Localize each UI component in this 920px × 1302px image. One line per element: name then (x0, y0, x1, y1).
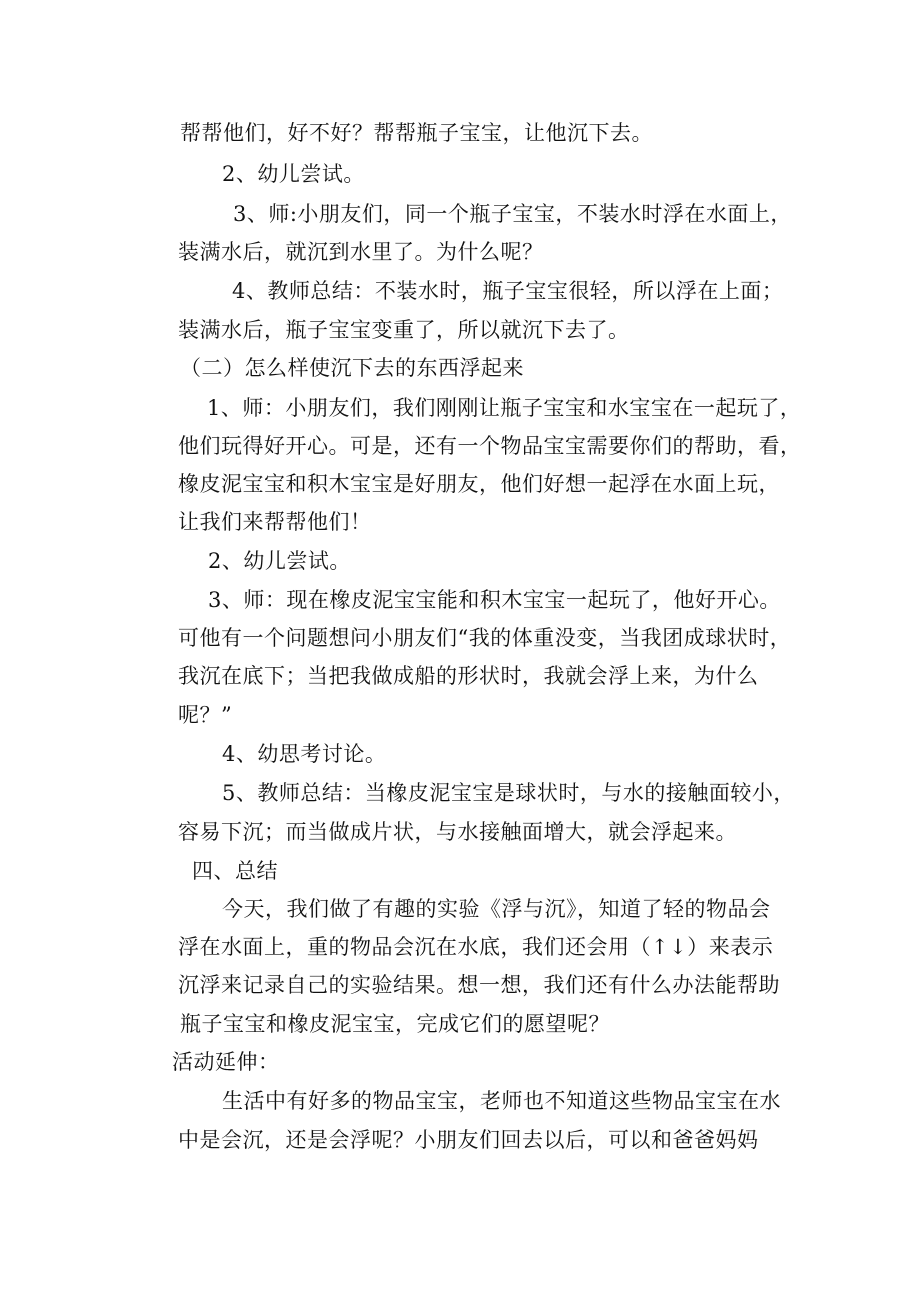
text-line: 他们玩得好开心。可是，还有一个物品宝宝需要你们的帮助，看， (178, 434, 802, 458)
text-line: 装满水后，就沉到水里了。为什么呢？ (178, 240, 544, 264)
text-line: 2、幼儿尝试。 (222, 162, 365, 186)
text-line: 4、教师总结：不装水时，瓶子宝宝很轻，所以浮在上面； (232, 279, 784, 303)
text-line: 生活中有好多的物品宝宝，老师也不知道这些物品宝宝在水 (222, 1089, 781, 1113)
text-line: 瓶子宝宝和橡皮泥宝宝，完成它们的愿望呢？ (180, 1012, 610, 1036)
text-line: 橡皮泥宝宝和积木宝宝是好朋友，他们好想一起浮在水面上玩， (178, 472, 780, 496)
text-line: 1、师：小朋友们，我们刚刚让瓶子宝宝和水宝宝在一起玩了， (207, 396, 802, 420)
text-line: 今天，我们做了有趣的实验《浮与沉》，知道了轻的物品会 (222, 897, 771, 921)
text-line: 让我们来帮帮他们！ (178, 510, 372, 534)
text-line: 呢？” (178, 703, 233, 727)
text-line: 5、教师总结：当橡皮泥宝宝是球状时，与水的接触面较小， (222, 781, 795, 805)
text-line: 帮帮他们，好不好？帮帮瓶子宝宝，让他沉下去。 (180, 121, 653, 145)
text-line: 3、师：现在橡皮泥宝宝能和积木宝宝一起玩了，他好开心。 (208, 588, 781, 612)
section-heading: 四、总结 (192, 859, 278, 883)
text-line: 容易下沉；而当做成片状，与水接触面增大，就会浮起来。 (178, 820, 737, 844)
text-line: 装满水后，瓶子宝宝变重了，所以就沉下去了。 (178, 318, 630, 342)
text-line: 浮在水面上，重的物品会沉在水底，我们还会用（↑↓）来表示 (178, 935, 774, 959)
text-line: 我沉在底下；当把我做成船的形状时，我就会浮上来，为什么 (178, 664, 759, 688)
text-line: 可他有一个问题想问小朋友们“我的体重没变，当我团成球状时， (178, 626, 792, 650)
section-heading: 活动延伸： (172, 1050, 280, 1074)
text-line: 4、幼思考讨论。 (222, 742, 387, 766)
section-heading: （二）怎么样使沉下去的东西浮起来 (180, 356, 524, 380)
text-line: 2、幼儿尝试。 (208, 549, 351, 573)
text-line: 中是会沉，还是会浮呢？小朋友们回去以后，可以和爸爸妈妈 (178, 1128, 759, 1152)
text-line: 沉浮来记录自己的实验结果。想一想，我们还有什么办法能帮助 (178, 973, 780, 997)
text-line: 3、师:小朋友们，同一个瓶子宝宝，不装水时浮在水面上， (233, 202, 792, 226)
